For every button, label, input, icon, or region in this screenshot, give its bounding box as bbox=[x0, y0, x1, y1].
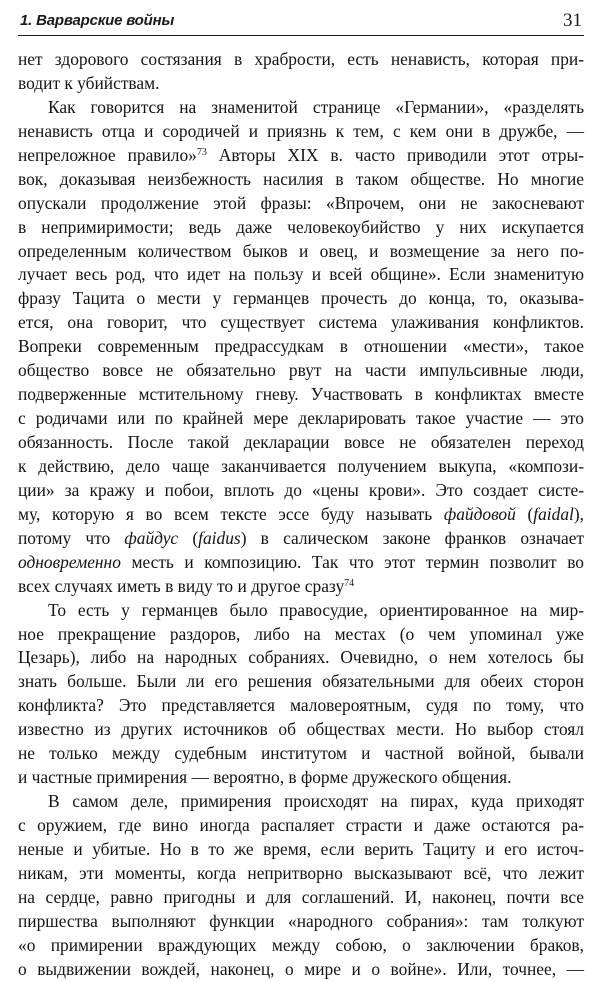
paragraph-start-line: То есть у германцев было правосудие, ориентированное на мир- bbox=[48, 599, 584, 620]
text-span: ( bbox=[515, 503, 534, 524]
text-line: нет здорового состязания в храбрости, есть ненависть, которая при- bbox=[18, 49, 584, 69]
text-line bbox=[18, 551, 584, 575]
text-line: о выдвижении вождей, наконец, о мире и о войне». Или, точнее, — bbox=[18, 958, 584, 979]
text-line: вок, доказывая неизбежность насилия в таком обществе. Но многие bbox=[18, 168, 584, 189]
text-span: ( bbox=[178, 527, 199, 548]
text-line: с оружием, где вино иногда распаляет страсти и даже остаются ра- bbox=[18, 815, 584, 835]
text-line: опускали продолжение этой фразы: «Впрочем, они не закосневают bbox=[18, 192, 584, 213]
text-line: на сердце, равно пригодны и для соглашений. И, наконец, почти все bbox=[18, 886, 584, 907]
text-line bbox=[18, 527, 584, 551]
text-line: лучает весь род, что идет на пользу и всей общине». Если знаменитую bbox=[18, 264, 584, 285]
chapter-title: 1. Варварские войны bbox=[20, 12, 175, 29]
text-line: известно из других источников об обществах мести. Но выбор стоял bbox=[18, 719, 584, 740]
paragraph-start-line: Как говорится на знаменитой странице «Германии», «разделять bbox=[48, 96, 584, 117]
text-line: обязанность. После такой декларации вовсе не обязателен переход bbox=[18, 432, 584, 452]
text-line bbox=[18, 503, 584, 527]
text-span: ), bbox=[573, 503, 584, 524]
text-span: месть и композицию. Так что этот термин позволит во bbox=[120, 551, 584, 572]
page-number: 31 bbox=[563, 10, 582, 31]
text-line: ненависть отца и сородичей и приязнь к тем, с кем они в дружбе, — bbox=[18, 120, 584, 141]
text-line: и частные примирения — вероятно, в форме дружеского общения. bbox=[18, 767, 512, 788]
italic-term: файдус bbox=[124, 527, 179, 548]
text-span: Авторы XIX в. часто приводили этот отры- bbox=[206, 144, 584, 165]
text-line: определенным количеством быков и овец, и возмещение за него по- bbox=[18, 240, 584, 261]
text-line bbox=[18, 575, 584, 599]
paragraph-start-line: В самом деле, примирения происходят на пирах, куда приходят bbox=[48, 791, 584, 812]
text-line: ное прекращение раздоров, либо на местах (о чем упоминал уже bbox=[18, 623, 584, 644]
text-line bbox=[18, 144, 584, 168]
text-line: не только между судебным институтом и частной войной, бывали bbox=[18, 743, 584, 764]
text-line: ции» за кражу и побои, вплоть до «цены крови». Это создает систе- bbox=[18, 479, 584, 500]
text-line: неные и убитые. Но в то же время, если верить Тациту и его источ- bbox=[18, 838, 584, 859]
italic-term: faidal bbox=[533, 503, 574, 524]
text-line: с родичами или по крайней мере декларировать такое участие — это bbox=[18, 408, 584, 429]
text-line: общество вовсе не обязательно рвут на части импульсивные люди, bbox=[18, 360, 584, 381]
text-line: пиршества выполняют функции «народного собрания»: там толкуют bbox=[18, 910, 584, 931]
italic-term: одновременно bbox=[18, 551, 121, 572]
text-line: подверженные мстительному гневу. Участвовать в конфликтах вместе bbox=[18, 384, 584, 405]
text-line: ется, она говорит, что существует система улаживания конфликтов. bbox=[18, 312, 584, 333]
footnote-marker: 73 bbox=[196, 146, 207, 158]
running-header bbox=[18, 9, 584, 36]
body-text bbox=[18, 48, 584, 982]
text-line: в непримиримости; ведь даже человекоубийство у них искупается bbox=[18, 216, 584, 237]
text-span: му, которую я во всем тексте эссе буду называть bbox=[18, 503, 444, 524]
text-line: Цезарь), либо на народных собраниях. Очевидно, о нем хотелось бы bbox=[18, 647, 584, 668]
italic-term: faidus bbox=[198, 527, 241, 548]
text-line: к действию, дело чаще заканчивается получением выкупа, «компози- bbox=[18, 455, 584, 476]
text-line: никам, эти моменты, когда непритворно высказывают всё, что лежит bbox=[18, 862, 584, 883]
text-line: фразу Тацита о мести у германцев прочесть до конца, то, оказыва- bbox=[18, 288, 584, 309]
text-span: всех случаях иметь в виду то и другое сразу bbox=[18, 575, 345, 596]
text-span: ) в салическом законе франков означает bbox=[240, 527, 585, 548]
text-line: «о примирении враждующих между собою, о заключении браков, bbox=[18, 934, 584, 955]
italic-term: файдовой bbox=[443, 503, 516, 524]
text-line: конфликта? Это представляется маловероятным, судя по тому, что bbox=[18, 695, 584, 716]
text-span: непреложное правило» bbox=[18, 144, 197, 165]
text-line: водит к убийствам. bbox=[18, 72, 160, 93]
text-line: Вопреки современным предрассудкам в отношении «мести», такое bbox=[18, 336, 584, 357]
text-line: знать больше. Были ли его решения обязательными для обеих сторон bbox=[18, 671, 584, 692]
text-span: потому что bbox=[18, 527, 125, 548]
footnote-marker: 74 bbox=[344, 577, 355, 589]
